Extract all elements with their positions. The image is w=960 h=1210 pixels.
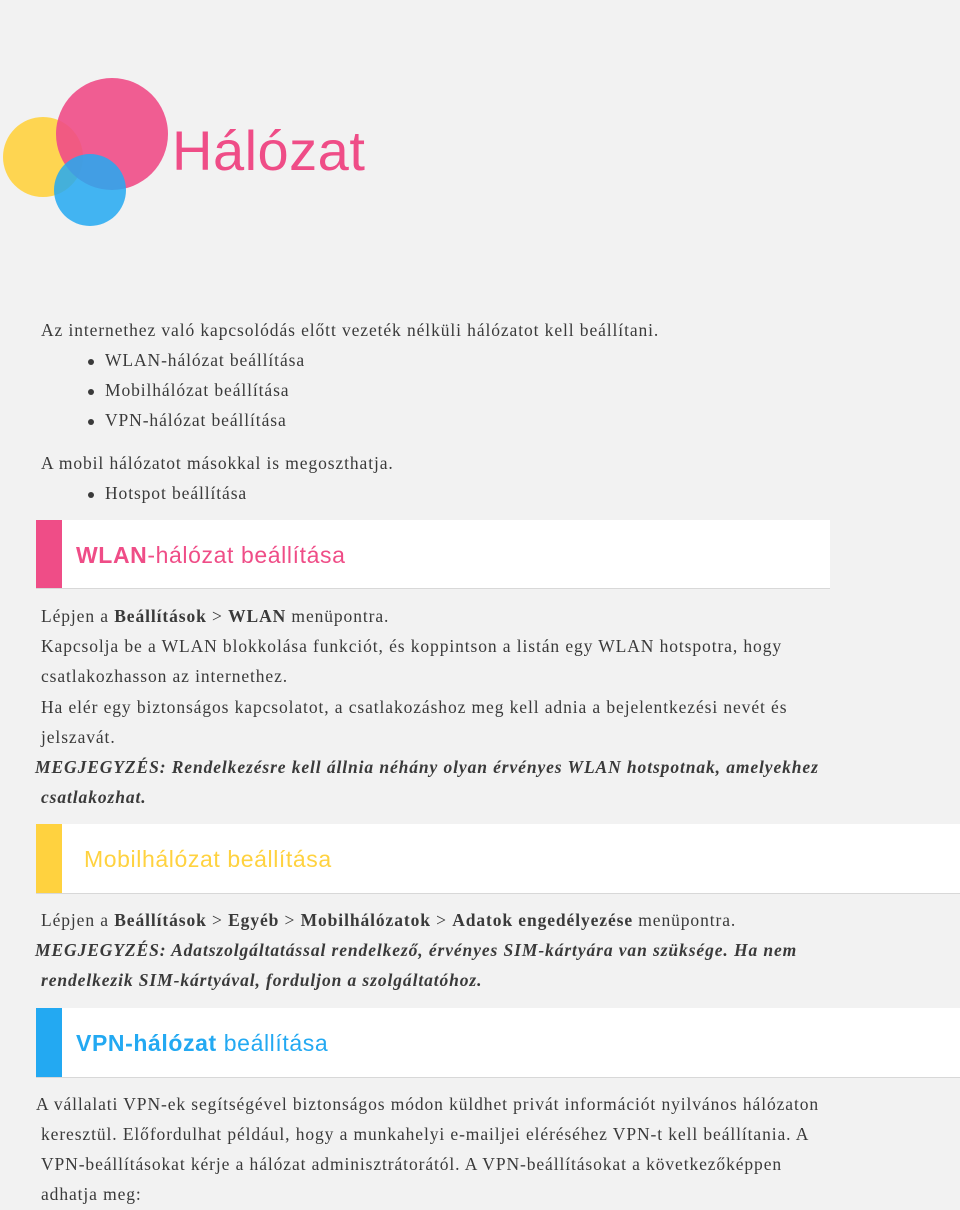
vpn-paragraph: VPN-beállításokat kérje a hálózat adminisztrátorától. A VPN-beállításokat a következőképpen xyxy=(41,1154,783,1174)
divider xyxy=(36,588,830,589)
section-accent-bar xyxy=(36,824,62,893)
section-accent-bar xyxy=(36,520,62,588)
list-item: Hotspot beállítása xyxy=(105,483,248,503)
list-item: Mobilhálózat beállítása xyxy=(105,380,290,400)
mobile-note: rendelkezik SIM-kártyával, forduljon a szolgáltatóhoz. xyxy=(41,970,483,990)
intro-paragraph: Az internethez való kapcsolódás előtt vezeték nélküli hálózatot kell beállítani. xyxy=(41,320,660,340)
wlan-paragraph: Ha elér egy biztonságos kapcsolatot, a csatlakozáshoz meg kell adnia a bejelentkezési nevét és xyxy=(41,697,788,717)
list-item: WLAN-hálózat beállítása xyxy=(105,350,305,370)
divider xyxy=(36,1077,960,1078)
list-item: VPN-hálózat beállítása xyxy=(105,410,287,430)
menu-path-wlan: WLAN xyxy=(228,606,287,626)
menu-path-other: Egyéb xyxy=(228,910,280,930)
menu-path-settings: Beállítások xyxy=(114,910,207,930)
text: > xyxy=(206,910,229,930)
page-title: Hálózat xyxy=(172,119,366,182)
menu-path-settings: Beállítások xyxy=(114,606,207,626)
section-title-bold: VPN-hálózat xyxy=(76,1030,217,1056)
text: > xyxy=(430,910,453,930)
text: Lépjen a xyxy=(41,606,115,626)
wlan-instruction xyxy=(41,601,389,631)
vpn-paragraph: A vállalati VPN-ek segítségével biztonságos módon küldhet privát információt nyilvános hálózaton xyxy=(36,1094,820,1114)
wlan-paragraph: csatlakozhasson az internethez. xyxy=(41,666,289,686)
text: Lépjen a xyxy=(41,910,115,930)
vpn-paragraph: adhatja meg: xyxy=(41,1184,142,1204)
section-title-bold: WLAN xyxy=(76,542,148,568)
menu-path-data-enabled: Adatok engedélyezése xyxy=(452,910,634,930)
mobile-instruction xyxy=(41,905,736,935)
wlan-note: csatlakozhat. xyxy=(41,787,147,807)
section-title-rest: -hálózat beállítása xyxy=(147,542,346,568)
section-title-mobile: Mobilhálózat beállítása xyxy=(84,846,332,872)
wlan-paragraph: Kapcsolja be a WLAN blokkolása funkciót, és koppintson a listán egy WLAN hotspotra, hogy xyxy=(41,636,782,656)
text: > xyxy=(206,606,229,626)
mobile-note: MEGJEGYZÉS: Adatszolgáltatással rendelkező, érvényes SIM-kártyára van szüksége. Ha nem xyxy=(35,940,798,960)
divider xyxy=(36,893,960,894)
brand-circles-logo xyxy=(0,75,175,235)
text: > xyxy=(279,910,301,930)
section-title-wlan xyxy=(76,542,345,569)
section-title-vpn xyxy=(76,1030,328,1057)
intro-paragraph-2: A mobil hálózatot másokkal is megoszthatja. xyxy=(41,453,394,473)
section-accent-bar xyxy=(36,1008,62,1077)
text: menüpontra. xyxy=(633,910,737,930)
text: menüpontra. xyxy=(286,606,390,626)
wlan-note: MEGJEGYZÉS: Rendelkezésre kell állnia néhány olyan érvényes WLAN hotspotnak, amelyekhez xyxy=(35,757,819,777)
vpn-paragraph: keresztül. Előfordulhat például, hogy a munkahelyi e-mailjei eléréséhez VPN-t kell beállítania. A xyxy=(41,1124,810,1144)
menu-path-mobile-networks: Mobilhálózatok xyxy=(300,910,431,930)
section-title-rest: beállítása xyxy=(216,1030,329,1056)
wlan-paragraph: jelszavát. xyxy=(41,727,116,747)
